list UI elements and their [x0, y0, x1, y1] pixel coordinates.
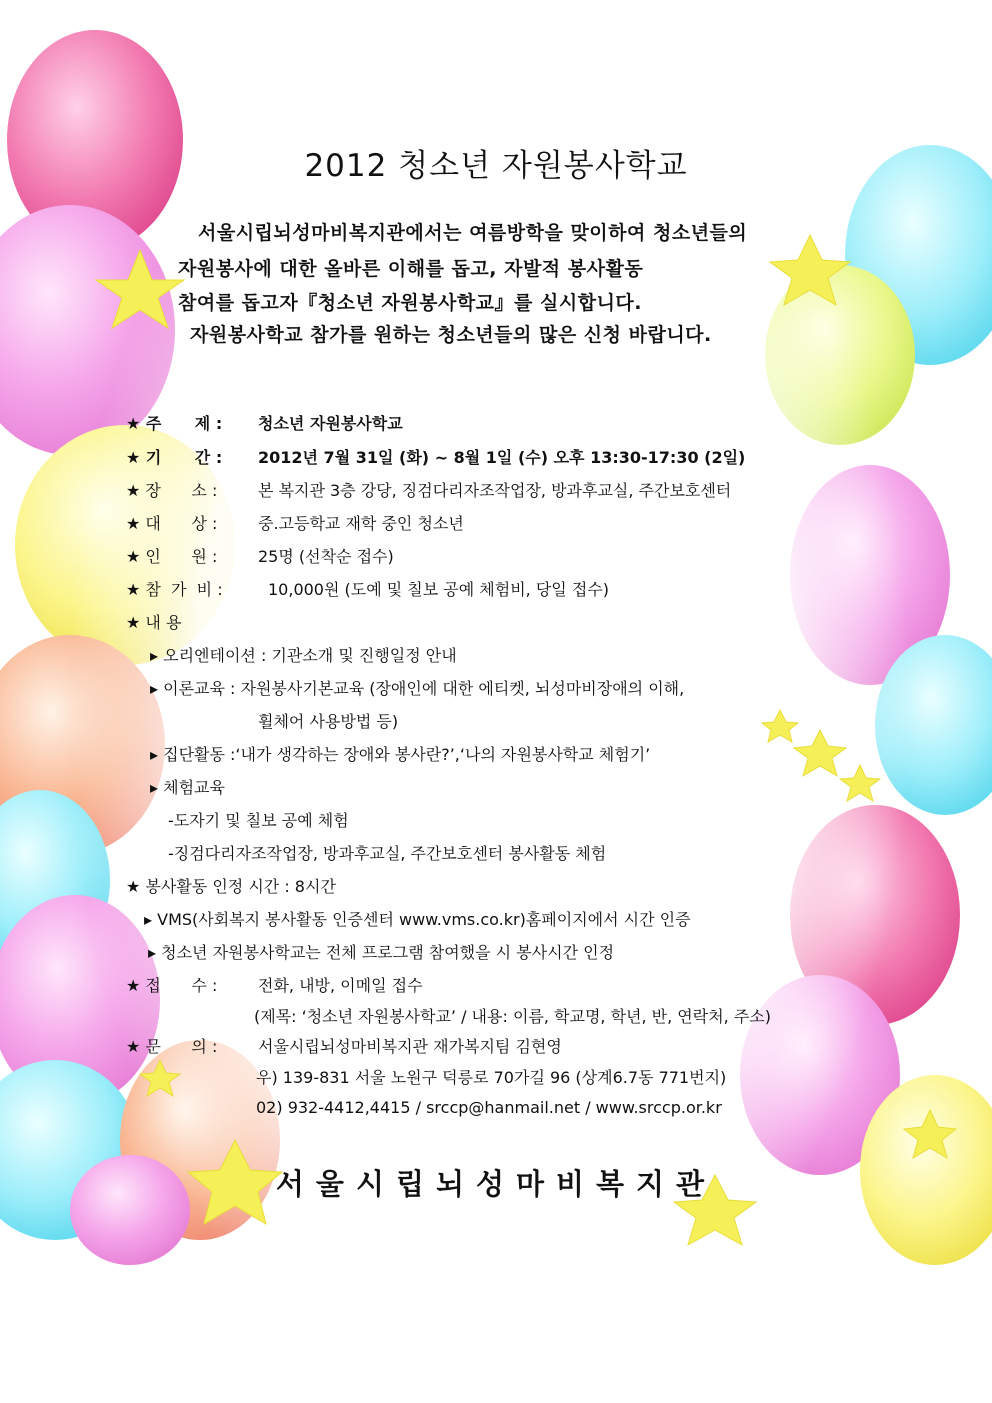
info-label: ★ 문 의 : [126, 1037, 218, 1056]
contact-address: 우) 139-831 서울 노원구 덕릉로 70가길 96 (상계6.7동 771번지) [256, 1068, 727, 1087]
info-label: ★ 주 제 : [126, 414, 223, 433]
certification-line: ▸ VMS(사회복지 봉사활동 인증센터 www.vms.co.kr)홈페이지에서 시간 인증 [144, 910, 691, 929]
info-label: ★ 인 원 : [126, 547, 218, 566]
intro-line-4: 자원봉사학교 참가를 원하는 청소년들의 많은 신청 바랍니다. [190, 324, 712, 346]
intro-line-2: 자원봉사에 대한 올바른 이해를 돕고, 자발적 봉사활동 [178, 258, 644, 280]
info-label: ★ 기 간 : [126, 448, 223, 467]
info-value: 25명 (선착순 접수) [258, 547, 394, 566]
content-orientation: ▸ 오리엔테이션 : 기관소개 및 진행일정 안내 [150, 646, 457, 665]
apply-note: (제목: ‘청소년 자원봉사학교’ / 내용: 이름, 학교명, 학년, 반, 연락처, 주소) [254, 1007, 771, 1026]
contact-phone-email: 02) 932-4412,4415 / srccp@hanmail.net / www.srccp.or.kr [256, 1098, 722, 1117]
info-content-label: ★ 내 용 [126, 613, 182, 632]
intro-line-1: 서울시립뇌성마비복지관에서는 여름방학을 맞이하여 청소년들의 [198, 222, 748, 244]
organization-name: 서울시립뇌성마비복지관 [275, 1167, 717, 1201]
content-theory: ▸ 이론교육 : 자원봉사기본교육 (장애인에 대한 에티켓, 뇌성마비장애의 이해, [150, 679, 685, 698]
content-experience-item: -징검다리자조작업장, 방과후교실, 주간보호센터 봉사활동 체험 [168, 844, 607, 863]
info-value: 전화, 내방, 이메일 접수 [258, 976, 423, 995]
info-label: ★ 장 소 : [126, 481, 218, 500]
content-experience: ▸ 체험교육 [150, 778, 225, 797]
content-group: ▸ 집단활동 :‘내가 생각하는 장애와 봉사란?’,‘나의 자원봉사학교 체험기’ [150, 745, 651, 764]
info-value: 10,000원 (도예 및 칠보 공예 체험비, 당일 접수) [268, 580, 609, 599]
info-label: ★ 참 가 비 : [126, 580, 223, 599]
info-value: 서울시립뇌성마비복지관 재가복지팀 김현영 [258, 1037, 562, 1056]
info-value: 2012년 7월 31일 (화) ~ 8월 1일 (수) 오후 13:30-17:30 (2일) [258, 448, 746, 467]
info-value: 청소년 자원봉사학교 [258, 414, 403, 433]
certification-line: ▸ 청소년 자원봉사학교는 전체 프로그램 참여했을 시 봉사시간 인정 [148, 943, 615, 962]
info-value: 중.고등학교 재학 중인 청소년 [258, 514, 464, 533]
intro-line-3: 참여를 돕고자『청소년 자원봉사학교』를 실시합니다. [178, 292, 642, 314]
info-value: 본 복지관 3층 강당, 징검다리자조작업장, 방과후교실, 주간보호센터 [258, 481, 732, 500]
content-theory-continued: 휠체어 사용방법 등) [258, 712, 399, 731]
info-label: ★ 접 수 : [126, 976, 218, 995]
page-title: 2012 청소년 자원봉사학교 [304, 148, 688, 184]
certification-heading: ★ 봉사활동 인정 시간 : 8시간 [126, 877, 336, 896]
info-label: ★ 대 상 : [126, 514, 218, 533]
content-experience-item: -도자기 및 칠보 공예 체험 [168, 811, 349, 830]
